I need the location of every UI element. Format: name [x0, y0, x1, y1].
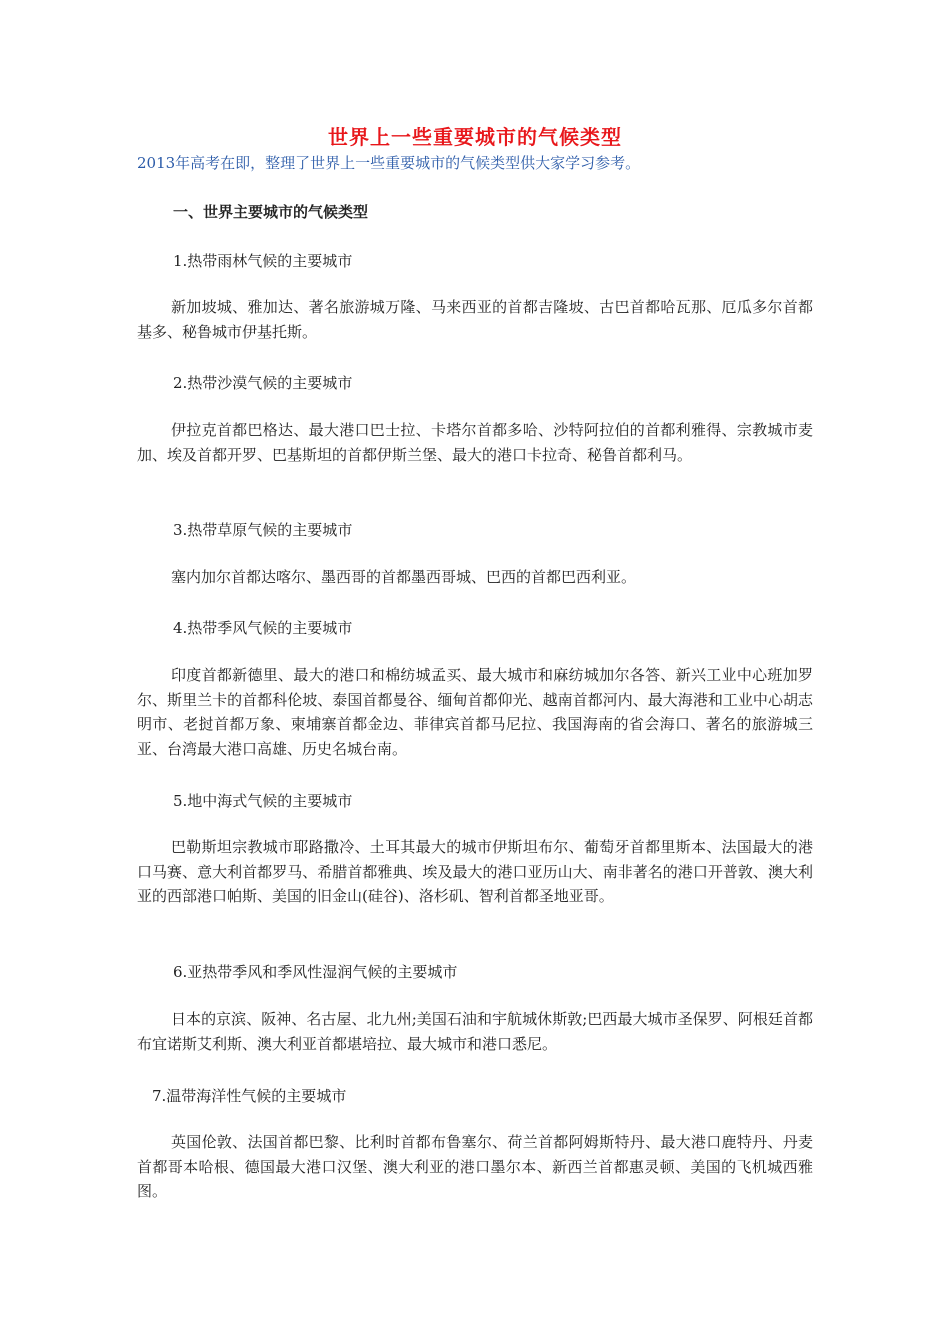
document-title: 世界上一些重要城市的气候类型 — [328, 125, 622, 149]
paragraph-tropical-monsoon: 印度首都新德里、最大的港口和棉纺城孟买、最大城市和麻纺城加尔各答、新兴工业中心班加罗尔、斯里兰卡的首都科伦坡、泰国首都曼谷、缅甸首都仰光、越南首都河内、最大海港和工业中心胡志明市、老挝首都万象、柬埔寨首都金边、菲律宾首都马尼拉、我国海南的省会海口、著名的旅游城三亚、台湾最大港口高雄、历史名城台南。 — [137, 666, 813, 759]
subheading-tropical-monsoon: 4.热带季风气候的主要城市 — [173, 619, 353, 637]
intro-text: 2013年高考在即，整理了世界上一些重要城市的气候类型供大家学习参考。 — [137, 154, 641, 172]
paragraph-tropical-rainforest: 新加坡城、雅加达、著名旅游城万隆、马来西亚的首都吉隆坡、古巴首都哈瓦那、厄瓜多尔首都基多、秘鲁城市伊基托斯。 — [137, 298, 813, 341]
subheading-temperate-maritime: 7.温带海洋性气候的主要城市 — [152, 1087, 347, 1105]
paragraph-tropical-savanna: 塞内加尔首都达喀尔、墨西哥的首都墨西哥城、巴西的首都巴西利亚。 — [171, 568, 637, 586]
paragraph-subtropical-monsoon: 日本的京滨、阪神、名古屋、北九州;美国石油和宇航城休斯敦;巴西最大城市圣保罗、阿根廷首都布宜诺斯艾利斯、澳大利亚首都堪培拉、最大城市和港口悉尼。 — [137, 1010, 813, 1053]
subheading-tropical-rainforest: 1.热带雨林气候的主要城市 — [173, 252, 353, 270]
subheading-mediterranean: 5.地中海式气候的主要城市 — [173, 792, 353, 810]
paragraph-temperate-maritime: 英国伦敦、法国首都巴黎、比利时首都布鲁塞尔、荷兰首都阿姆斯特丹、最大港口鹿特丹、丹麦首都哥本哈根、德国最大港口汉堡、澳大利亚的港口墨尔本、新西兰首都惠灵顿、美国的飞机城西雅图。 — [137, 1133, 813, 1201]
paragraph-tropical-desert: 伊拉克首都巴格达、最大港口巴士拉、卡塔尔首都多哈、沙特阿拉伯的首都利雅得、宗教城市麦加、埃及首都开罗、巴基斯坦的首都伊斯兰堡、最大的港口卡拉奇、秘鲁首都利马。 — [137, 421, 813, 464]
section-heading: 一、世界主要城市的气候类型 — [173, 203, 369, 221]
paragraph-mediterranean: 巴勒斯坦宗教城市耶路撒冷、土耳其最大的城市伊斯坦布尔、葡萄牙首都里斯本、法国最大的港口马赛、意大利首都罗马、希腊首都雅典、埃及最大的港口亚历山大、南非著名的港口开普敦、澳大利亚的西部港口帕斯、美国的旧金山(硅谷)、洛杉矶、智利首都圣地亚哥。 — [137, 838, 813, 906]
subheading-subtropical-monsoon: 6.亚热带季风和季风性湿润气候的主要城市 — [173, 963, 458, 981]
subheading-tropical-savanna: 3.热带草原气候的主要城市 — [173, 521, 353, 539]
subheading-tropical-desert: 2.热带沙漠气候的主要城市 — [173, 374, 353, 392]
